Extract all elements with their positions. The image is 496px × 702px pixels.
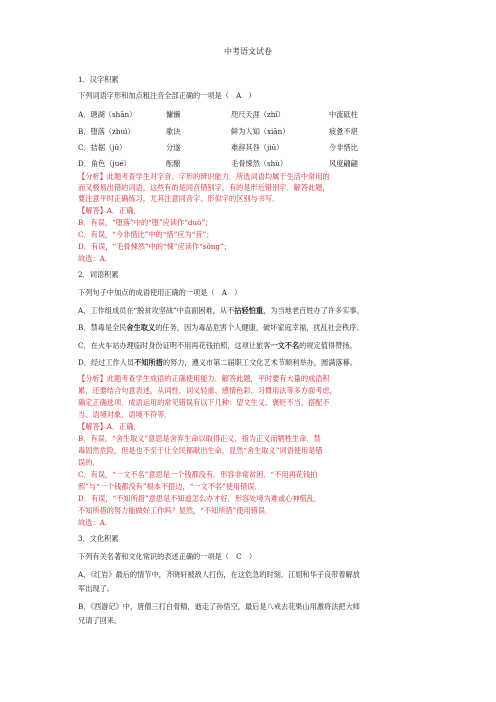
s2-option-c	[78, 341, 357, 350]
s2-option-d-text-2: 的努力，遵义市第二届职工文化艺术节顺利举办，圆满落幕。	[162, 358, 357, 367]
s2-analysis-3: 确定正确选项．成语运用的常见错误有以下几种：望文生义、褒贬不当、搭配不	[78, 398, 330, 407]
section-1-question: 下列词语字形和加点粗注音全部正确的一项是（ A ）	[78, 91, 256, 100]
page-title: 中考语文试卷	[224, 47, 272, 56]
s2-option-a-text-1: A．工作组成员在“脱贫攻坚战”中直面困难，从不	[78, 306, 235, 315]
s2-analysis-4: 当、语境对象、语境不符等．	[78, 410, 172, 419]
s1-answer: 【解答】A．正确．	[78, 206, 141, 215]
section-2-question: 下列句子中加点的成语使用正确的一项是（ A ）	[78, 288, 242, 297]
s2-option-a-text-2: ，为当地老百姓办了许多实事。	[263, 306, 364, 315]
s2-answer-d-1: D．有误，“不知所措”意思是不知道怎么办才好．形容处境为难或心神慌乱．	[78, 494, 322, 503]
s1-option-d-4: 风度翩翩	[329, 159, 358, 168]
s2-option-b	[78, 323, 364, 332]
s2-answer-c-2: 照”与“一个钱都没有”根本不搭边，“一文不名”使用错误．	[78, 482, 262, 491]
section-2-heading: 2．词语积累	[78, 270, 119, 279]
s1-option-a-3: 咫尺天涯（zhǐ）	[231, 110, 285, 119]
s1-analysis-1: 【分析】此题考查学生对字音、字形的辨识能力．所选词语均属于生活中常用的	[78, 172, 330, 181]
s1-option-b-1: B．堕落（zhuì）	[78, 127, 135, 136]
s2-option-d	[78, 358, 357, 367]
s2-answer-b-3: 误的．	[78, 458, 100, 467]
s1-option-d-2: 酝酿	[166, 159, 181, 168]
s2-conclusion: 故选：A．	[78, 518, 112, 527]
s2-option-d-idiom: 不知所措	[134, 358, 163, 367]
s1-option-a-1: A．瑭湖（shān）	[78, 110, 137, 119]
s2-option-c-idiom: 一文不名	[270, 341, 300, 350]
s3-option-a-2: 军出现了。	[78, 584, 114, 593]
s2-option-b-idiom: 舍生取义	[126, 323, 156, 332]
section-3-question: 下列有关名著和文化常识的表述正确的一项是（ C ）	[78, 552, 257, 561]
s2-answer: 【解答】A．正确．	[78, 422, 141, 431]
s2-option-c-text-2: 的规定值得赞扬。	[299, 341, 357, 350]
s1-conclusion: 故选：A．	[78, 254, 112, 263]
s1-option-a-4: 中流砥柱	[329, 110, 358, 119]
s1-option-c-1: C．拮据（jū）	[78, 143, 127, 152]
s1-option-b-3: 鲜为人知（xiān）	[231, 127, 290, 136]
s2-option-c-text-1: C．在火车站办理临时身份证明不用再花钱拍照，这项让旅客	[78, 341, 271, 350]
s1-answer-c: C．有误，“今非惜比”中的“惜”应为“昔”；	[78, 230, 214, 239]
s2-analysis-1: 【分析】此题考查学生成语的正确使用能力．解答此题，平时要有大量的成语积	[78, 374, 330, 383]
s2-answer-c-1: C．有误，“一文不名”意思是一个钱都没有．形容非常贫困．“不用再花钱拍	[78, 470, 318, 479]
s1-analysis-2: 而又极易出错的词语，这些有的是同音错别字，有的是形近错别字．解答此题，	[78, 183, 330, 192]
s2-option-a-idiom: 拈轻怕重	[234, 306, 264, 315]
s1-option-c-4: 今非惜比	[329, 143, 358, 152]
s2-answer-d-2: 不知所措的努力能做好工作吗？显然，“不知所措”使用错误．	[78, 506, 273, 515]
s1-analysis-3: 要注意平时正确练习，尤其注意同音字、形似字的区别与书写．	[78, 194, 280, 203]
s2-analysis-2: 累，还要结合句意表述，从词性、词义轻重、感情色彩、习惯用法等多方面考虑，	[78, 386, 337, 395]
s1-option-d-1: D．角色（jué）	[78, 159, 131, 168]
s2-option-b-text-1: B．禁毒是全民	[78, 323, 127, 332]
s2-answer-b-2: 毒固然危险，但是也不至于让全民都献出生命，显然“舍生取义”词语使用是错	[78, 446, 323, 455]
s2-option-a	[78, 306, 364, 315]
s1-answer-b: B．有误，“堕落”中的“堕”应读作“duò”；	[78, 218, 213, 227]
s1-option-d-3: 毛骨悚然（shù）	[231, 159, 288, 168]
section-1-heading: 1．汉字积累	[78, 75, 119, 84]
s3-option-b-1: B．《西游记》中，唐僧三打白骨精，逝走了孙悟空，最后是八戒去花果山用激将法把大师	[78, 602, 360, 611]
s2-option-b-text-2: 的任务，因为毒品危害个人健康，破坏家庭幸福，扰乱社会秩序。	[155, 323, 364, 332]
s1-option-c-2: 分遂	[166, 143, 181, 152]
s2-answer-b-1: B．有误，“舍生取义”意思是舍弃生命以取得正义．指为正义而牺牲生命．禁	[78, 434, 321, 443]
s1-option-b-2: 歌诀	[166, 127, 181, 136]
s2-option-d-text-1: D．经过工作人员	[78, 358, 135, 367]
s1-option-a-2: 慵懒	[166, 110, 181, 119]
s1-answer-d: D．有误，“毛骨悚然”中的“悚”应读作“sǒng”；	[78, 242, 231, 251]
s1-option-b-4: 疲惫不堪	[329, 127, 358, 136]
s3-option-a-1: A．《红岩》最后的情节中，齐晓轩被敌人打伤，在这危急的时刻，江姐和华子良带着解放	[78, 570, 360, 579]
section-3-heading: 3．文化积累	[78, 534, 119, 543]
s3-option-b-2: 兄请了回来。	[78, 616, 122, 625]
s1-option-c-3: 难辞其咎（jiū）	[231, 143, 284, 152]
